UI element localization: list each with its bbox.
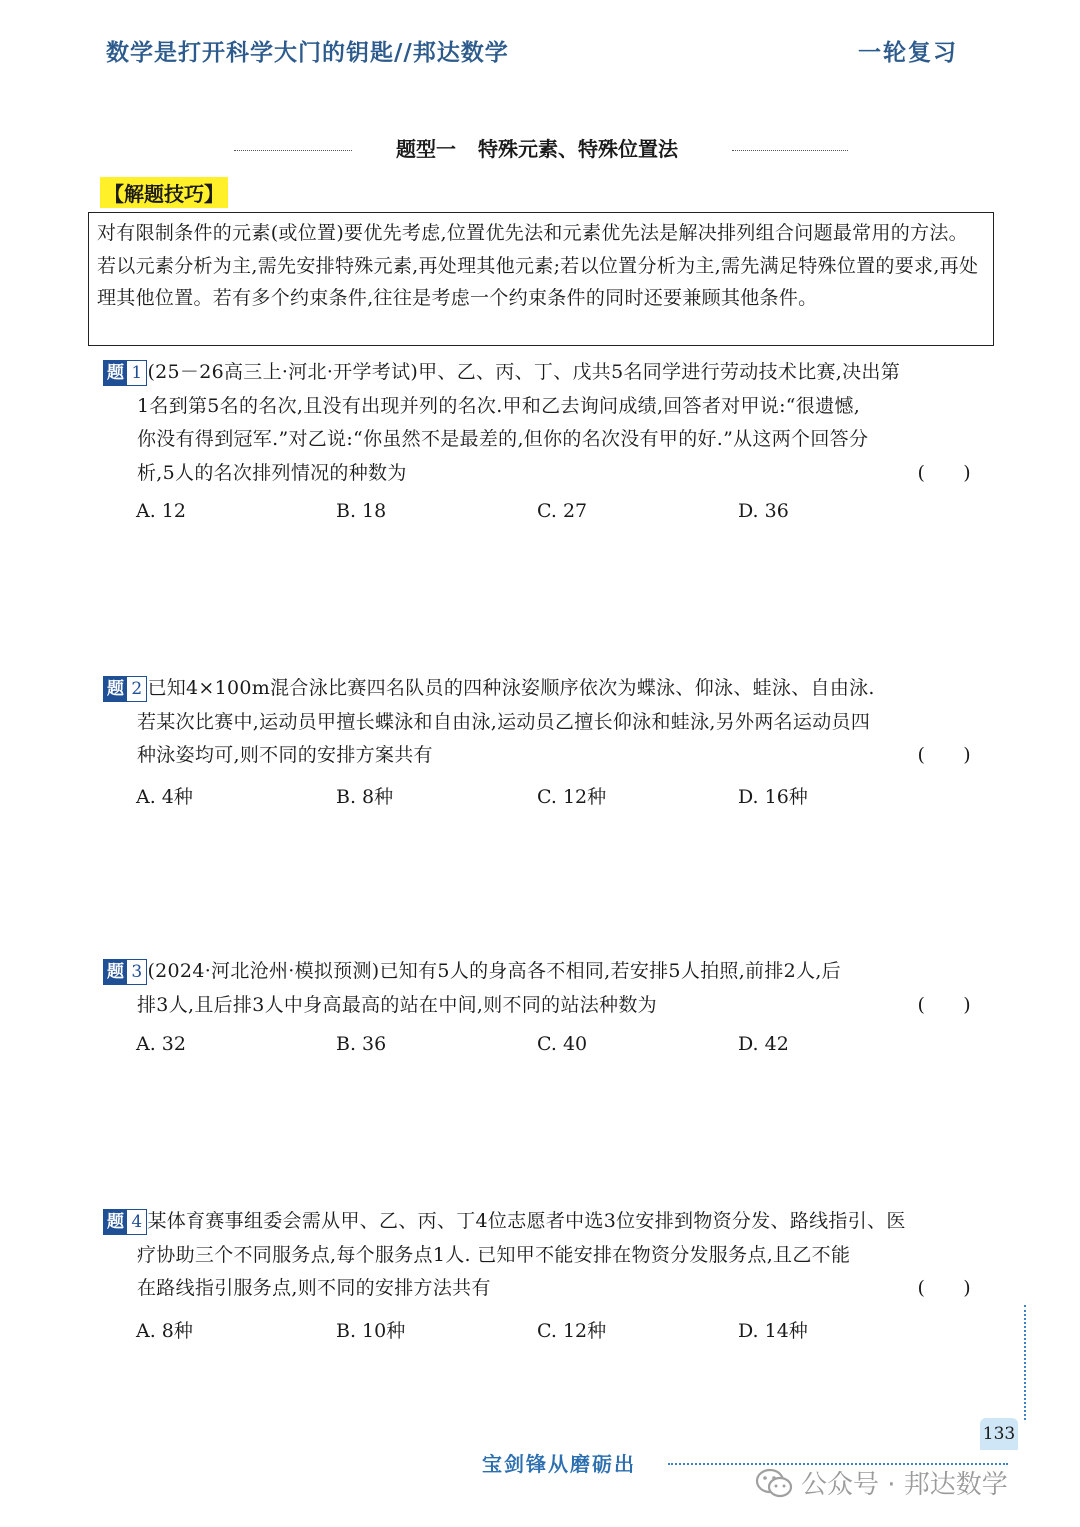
- section-divider-right: [732, 150, 848, 151]
- option-a: A. 32: [136, 1033, 186, 1055]
- option-d: D. 36: [738, 500, 789, 522]
- question-text: 疗协助三个不同服务点,每个服务点1人. 已知甲不能安排在物资分发服务点,且乙不能: [137, 1243, 851, 1266]
- tips-label: 【解题技巧】: [100, 177, 228, 208]
- header-title: 数学是打开科学大门的钥匙//邦达数学: [106, 40, 509, 66]
- question-badge: 题 3: [103, 959, 147, 985]
- option-a: A. 4种: [136, 786, 193, 808]
- page-number: 133: [980, 1418, 1018, 1450]
- answer-blank: ( ): [917, 744, 971, 766]
- question-text-last: 析,5人的名次排列情况的种数为 ( ): [103, 457, 975, 491]
- question-text: (2024·河北沧州·模拟预测)已知有5人的身高各不相同,若安排5人拍照,前排2人,后: [147, 960, 841, 982]
- question-text-last: 种泳姿均可,则不同的安排方案共有 ( ): [103, 739, 975, 773]
- question-text: 若某次比赛中,运动员甲擅长蝶泳和自由泳,运动员乙擅长仰泳和蛙泳,另外两名运动员四: [137, 710, 871, 733]
- watermark: [755, 1464, 1008, 1501]
- wechat-icon: [755, 1468, 793, 1498]
- question-text-last: 排3人,且后排3人中身高最高的站在中间,则不同的站法种数为 ( ): [103, 989, 975, 1023]
- question-3: [103, 955, 975, 1022]
- question-4: [103, 1205, 975, 1306]
- question-text: 你没有得到冠军.”对乙说:“你虽然不是最差的,但你的名次没有甲的好.”从这两个回答分: [137, 428, 869, 450]
- section-title: [396, 133, 678, 162]
- question-badge: 题 1: [103, 360, 147, 386]
- option-b: B. 8种: [336, 786, 394, 808]
- option-a: A. 12: [136, 500, 186, 522]
- question-1: [103, 356, 975, 490]
- question-text: 某体育赛事组委会需从甲、乙、丙、丁4位志愿者中选3位安排到物资分发、路线指引、医: [147, 1210, 906, 1232]
- question-text: 1名到第5名的名次,且没有出现并列的名次.甲和乙去询问成绩,回答者对甲说:“很遗憾,: [137, 394, 861, 417]
- footer-motto: 宝剑锋从磨砺出: [482, 1452, 636, 1476]
- option-d: D. 16种: [738, 786, 808, 808]
- question-badge: 题 4: [103, 1209, 147, 1235]
- section-divider-left: [234, 150, 352, 151]
- section-number: 题型一: [396, 137, 456, 161]
- answer-blank: ( ): [917, 993, 971, 1016]
- option-b: B. 36: [336, 1033, 387, 1055]
- question-text: 已知4×100m混合泳比赛四名队员的四种泳姿顺序依次为蝶泳、仰泳、蛙泳、自由泳.: [147, 677, 875, 699]
- option-a: A. 8种: [136, 1320, 193, 1342]
- footer-side-dots: [1024, 1305, 1026, 1420]
- header-subtitle: 一轮复习: [858, 40, 958, 66]
- option-c: C. 27: [537, 500, 588, 522]
- question-2: [103, 672, 975, 773]
- tips-box: [88, 212, 994, 346]
- question-text: (25－26高三上·河北·开学考试)甲、乙、丙、丁、戊共5名同学进行劳动技术比赛,决出第: [147, 361, 901, 383]
- watermark-text: 公众号 · 邦达数学: [801, 1470, 1008, 1500]
- option-c: C. 12种: [537, 1320, 607, 1342]
- option-c: C. 40: [537, 1033, 588, 1055]
- tips-text: 对有限制条件的元素(或位置)要优先考虑,位置优先法和元素优先法是解决排列组合问题最常用的方法。若以元素分析为主,需先安排特殊元素,再处理其他元素;若以位置分析为主,需先满足特殊位置的要求,再处理其他位置。若有多个约束条件,往往是考虑一个约束条件的同时还要兼顾其他条件。: [97, 222, 979, 309]
- section-name: 特殊元素、特殊位置法: [478, 137, 678, 161]
- question-text-last: 在路线指引服务点,则不同的安排方法共有 ( ): [103, 1272, 975, 1306]
- option-d: D. 14种: [738, 1320, 808, 1342]
- option-c: C. 12种: [537, 786, 607, 808]
- answer-blank: ( ): [917, 461, 971, 484]
- answer-blank: ( ): [917, 1277, 971, 1299]
- option-b: B. 18: [336, 500, 387, 522]
- option-d: D. 42: [738, 1033, 789, 1055]
- option-b: B. 10种: [336, 1320, 406, 1342]
- question-badge: 题 2: [103, 676, 147, 702]
